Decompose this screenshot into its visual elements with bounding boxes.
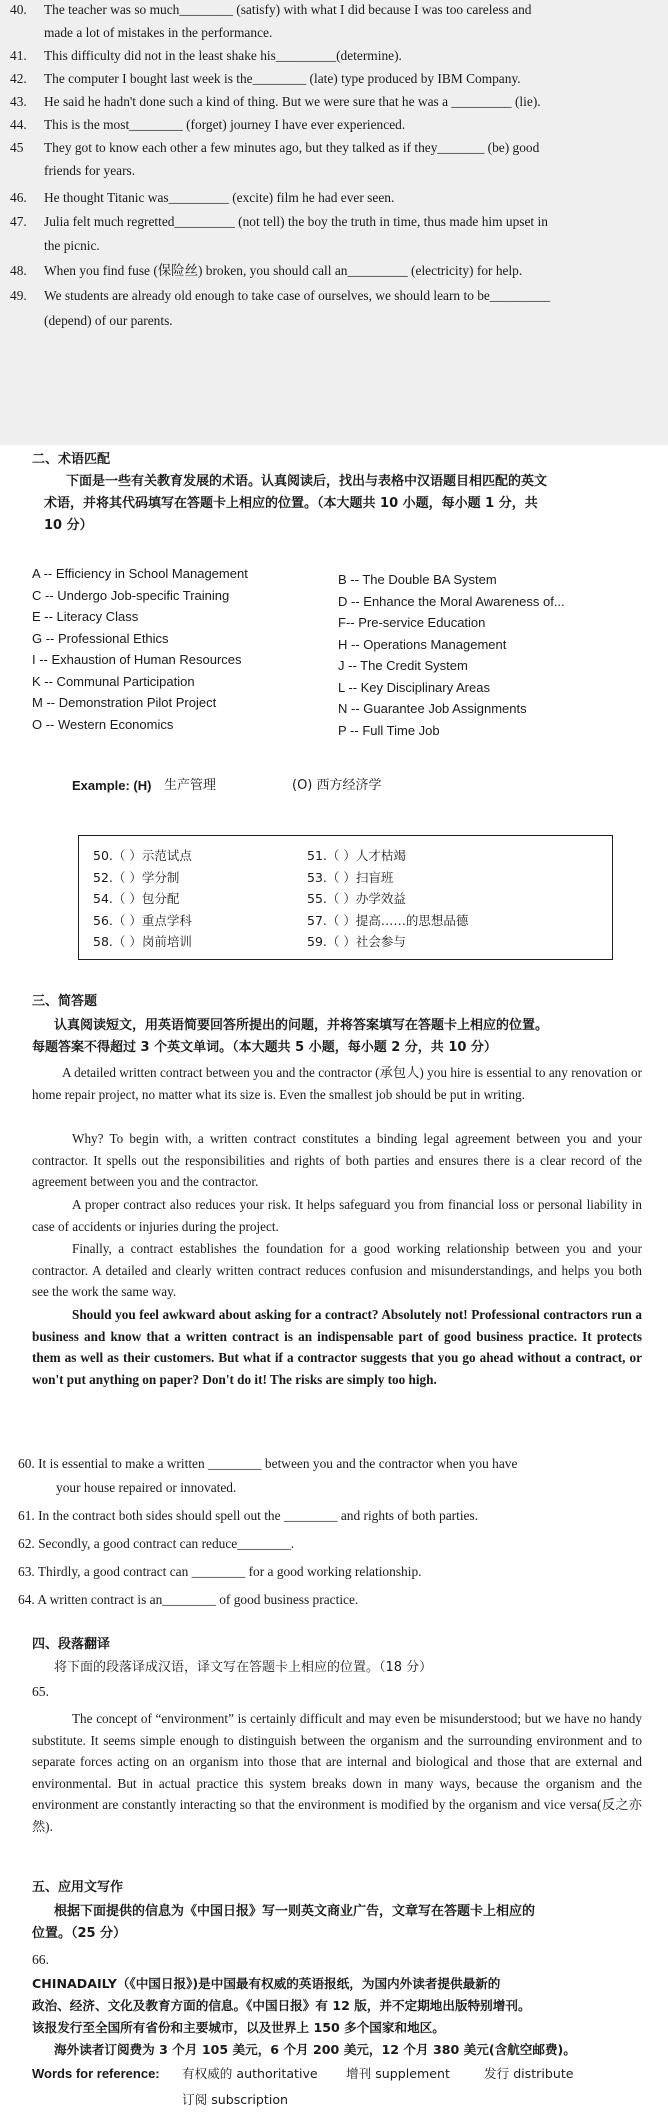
term-right-item: D -- Enhance the Moral Awareness of... [338,593,565,609]
item-text: the picnic. [44,238,100,253]
matching-table [78,835,613,960]
passage-paragraph-4: Finally, a contract establishes the foundation for a good working relationship between you and your contractor. A detailed and clearly written contract reduces confusion and misunderstandings, and helps you both see the work the same way. [32,1241,642,1299]
question-line: 64. A written contract is an________ of good business practice. [18,1592,359,1607]
reference-label: Words for reference: [32,2066,160,2081]
reference-word-1: 有权威的 authoritative [182,2066,318,2081]
term-right-item: L -- Key Disciplinary Areas [338,679,490,695]
ad-info-line3: 该报发行至全国所有省份和主要城市，以及世界上 150 多个国家和地区。 [32,2020,445,2035]
reference-word-2: 增刊 supplement [346,2066,450,2081]
matching-row: 57.（ ）提高……的思想品德 [307,912,469,928]
fill-in-item [10,94,541,111]
term-right-item: N -- Guarantee Job Assignments [338,701,527,716]
term-right-item: B -- The Double BA System [338,572,497,587]
section2-heading: 二、术语匹配 [32,452,111,467]
item-number: 49. [10,288,27,303]
question-line: 62. Secondly, a good contract can reduce________. [18,1536,295,1551]
item-number: 40. [10,2,27,17]
term-left-item: I -- Exhaustion of Human Resources [32,652,242,667]
term-right-item: J -- The Credit System [338,658,468,673]
item-text: They got to know each other a few minutes ago, but they talked as if they_______ (be) good [44,140,540,155]
reference-word-3: 发行 distribute [484,2066,574,2081]
item-number: 41. [10,48,27,63]
section3-instruction-line1: 认真阅读短文，用英语简要回答所提出的问题，并将答案填写在答题卡上相应的位置。 [54,1018,549,1033]
passage-paragraph-1: A detailed written contract between you and the contractor (承包人) you hire is essential to any renovation or home repair project, no matter what its size is. Even the smallest job should be put in writing. [32,1065,642,1102]
matching-row: 55.（ ）办学效益 [307,891,406,906]
item-number: 44. [10,117,27,132]
fill-in-item [10,214,548,231]
passage-paragraph-3: A proper contract also reduces your risk. It helps safeguard you from financial loss or personal liability in case of accidents or injuries during the project. [32,1197,642,1234]
matching-row: 56.（ ）重点学科 [93,912,192,928]
fill-in-item [10,313,173,330]
example-answer-1: 生产管理 [164,778,217,793]
question-line: 63. Thirdly, a good contract can ________ for a good working relationship. [18,1564,422,1579]
section5-instruction-line1: 根据下面提供的信息为《中国日报》写一则英文商业广告，文章写在答题卡上相应的 [54,1904,536,1919]
item-number: 43. [10,94,27,109]
term-left-item: G -- Professional Ethics [32,630,169,646]
section2-instruction-line2: 术语，并将其代码填写在答题卡上相应的位置。（本大题共 10 小题，每小题 1 分，共 [44,496,538,511]
section4-instruction: 将下面的段落译成汉语，译文写在答题卡上相应的位置。（18 分） [54,1660,433,1675]
item-number: 42. [10,71,27,86]
fill-in-item [10,25,272,42]
item-number: 47. [10,214,27,229]
item-text: He thought Titanic was_________ (excite) film he had ever seen. [44,190,395,205]
passage-paragraph-5: Should you feel awkward about asking for a contract? Absolutely not! Professional contractors run a business and know that a written contract is an indispensable part of good business practice. It protects them as well as their customers. But what if a contractor suggests that you go ahead without a contract, or won't put anything on paper? Don't do it! The risks are simply too high. [32,1307,642,1387]
fill-in-item [10,71,521,88]
question-line: 61. In the contract both sides should spell out the ________ and rights of both parties. [18,1508,479,1523]
ad-info-line2: 政治、经济、文化及教育方面的信息。《中国日报》有 12 版，并不定期地出版特别增刊。 [32,1998,531,2013]
item-text: friends for years. [44,163,136,178]
term-right-item: F-- Pre-service Education [338,615,486,630]
matching-row: 54.（ ）包分配 [93,891,180,906]
fill-in-item [10,140,539,157]
question-line: your house repaired or innovated. [56,1480,237,1495]
example-answer-2: (O) 西方经济学 [292,778,382,793]
passage-paragraph-2: Why? To begin with, a written contract constitutes a binding legal agreement between you and your contractor. It spells out the responsibilities and rights of both parties and ensures there is a clear record of the agreement between you and the contractor. [32,1131,642,1189]
term-left-item: C -- Undergo Job-specific Training [32,587,230,603]
matching-row: 50.（ ）示范试点 [93,848,192,863]
term-left-item: A -- Efficiency in School Management [32,566,248,581]
section2-instruction-line3: 10 分） [44,518,93,533]
item-number: 46. [10,190,27,205]
item-text: made a lot of mistakes in the performance. [44,25,273,40]
fill-in-item [10,190,394,207]
fill-in-item [10,117,405,134]
term-right-item: P -- Full Time Job [338,722,440,738]
item-text: He said he hadn't done such a kind of thing. But we were sure that he was a _________ (lie). [44,94,541,109]
reference-word-4: 订阅 subscription [182,2092,289,2107]
item-number: 45 [10,140,24,155]
matching-row: 59.（ ）社会参与 [307,934,406,949]
term-left-item: E -- Literacy Class [32,609,139,624]
section3-instruction-line2: 每题答案不得超过 3 个英文单词。（本大题共 5 小题，每小题 2 分，共 10 分） [32,1040,497,1055]
section5-instruction-line2: 位置。（25 分） [32,1926,127,1941]
fill-in-item [10,288,550,305]
term-left-item: O -- Western Economics [32,716,174,732]
translation-paragraph: The concept of “environment” is certainly difficult and may even be misunderstood; but we have no handy substitute. It seems simple enough to distinguish between the organism and the surrounding environment and to separate forces acting on an organism into those that are internal and biological and those that are external and environmental. But in actual practice this system breaks down in many ways, because the organism and the environment are constantly interacting so that the environment is modified by the organism and vice versa(反之亦然). [32,1711,642,1834]
item-text: When you find fuse (保险丝) broken, you should call an_________ (electricity) for help. [44,263,523,278]
item-text: This difficulty did not in the least shake his_________(determine). [44,48,402,63]
matching-row: 52.（ ）学分制 [93,869,180,885]
ad-info-line1: CHINADAILY（《中国日报》)是中国最有权威的英语报纸，为国内外读者提供最新的 [32,1976,501,1991]
item-text: The teacher was so much________ (satisfy) with what I did because I was too careless and [44,2,532,17]
question-65-number: 65. [32,1684,49,1699]
question-line: 60. It is essential to make a written ________ between you and the contractor when you have [18,1456,518,1471]
matching-row: 53.（ ）扫盲班 [307,869,394,885]
question-66-number: 66. [32,1952,49,1967]
item-number: 48. [10,263,27,278]
term-left-item: M -- Demonstration Pilot Project [32,695,217,710]
example-label: Example: (H) [72,778,152,793]
fill-in-item [10,48,402,65]
term-right-item: H -- Operations Management [338,636,507,652]
fill-in-item [10,163,135,180]
ad-info-line4: 海外读者订阅费为 3 个月 105 美元，6 个月 200 美元，12 个月 380 美元(含航空邮费)。 [54,2042,576,2057]
item-text: This is the most________ (forget) journey I have ever experienced. [44,117,406,132]
matching-row: 58.（ ）岗前培训 [93,934,192,949]
fill-in-item [10,2,532,19]
item-text: Julia felt much regretted_________ (not tell) the boy the truth in time, thus made him upset in [44,214,548,229]
item-text: We students are already old enough to take case of ourselves, we should learn to be_________ [44,288,551,303]
section5-heading: 五、应用文写作 [32,1880,124,1895]
section3-heading: 三、简答题 [32,994,98,1009]
fill-in-item [10,263,522,280]
matching-row: 51.（ ）人才枯竭 [307,848,406,863]
section2-instruction-line1: 下面是一些有关教育发展的术语。认真阅读后，找出与表格中汉语题目相匹配的英文 [66,474,548,489]
term-left-item: K -- Communal Participation [32,673,195,689]
fill-in-item [10,238,100,255]
item-text: The computer I bought last week is the________ (late) type produced by IBM Company. [44,71,521,86]
section4-heading: 四、段落翻译 [32,1637,111,1652]
item-text: (depend) of our parents. [44,313,173,328]
